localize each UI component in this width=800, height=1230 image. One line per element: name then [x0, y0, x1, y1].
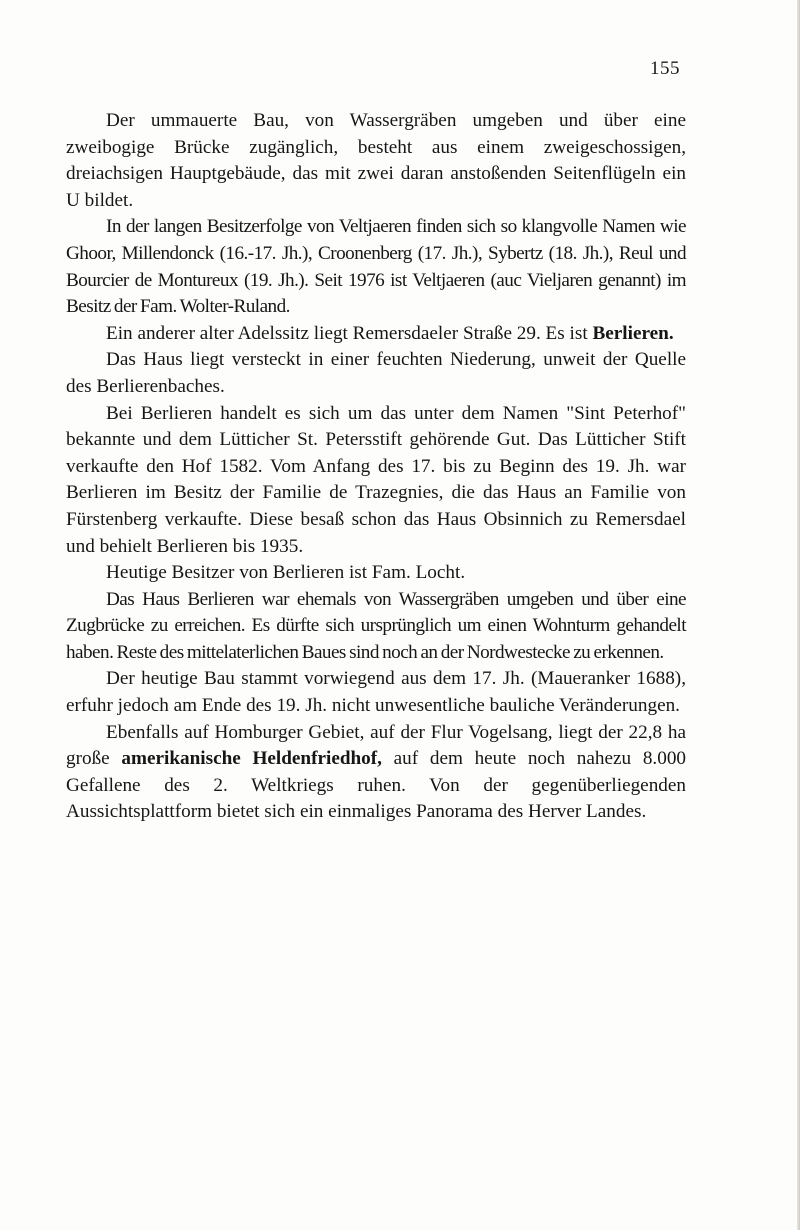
paragraph-berlieren-history: Bei Berlieren handelt es sich um das unter dem Namen "Sint Peterhof" bekannte und dem Lütticher St. Petersstift gehörende Gut. Das Lütticher Stift verkaufte den Hof 1582. Vom Anfang des 17. bis zu Beginn des 19. Jh. war Berlieren im Besitz der Familie de Trazegnies, die das Haus an Familie von Fürstenberg verkaufte. Diese besaß schon das Haus Obsinnich zu Remersdael und behielt Berlieren bis 1935.	[66, 402, 686, 557]
paragraph-berlieren-location: Das Haus liegt versteckt in einer feuchten Niederung, unweit der Quelle des Berlierenbaches.	[66, 349, 686, 397]
paragraph-owner-history: In der langen Besitzerfolge von Veltjaeren finden sich so klangvolle Namen wie Ghoor, Millendonck (16.-17. Jh.), Croonenberg (17. Jh.), Sybertz (18. Jh.), Reul und Bourcier de Montureux (19. Jh.). Seit 1976 ist Veltjaeren (auc Vieljaren genannt) im Besitz der Fam. Wolter-Ruland.	[66, 216, 686, 318]
berlieren-intro-text: Ein anderer alter Adelssitz liegt Remersdaeler Straße 29. Es ist	[106, 322, 593, 344]
page-number: 155	[650, 58, 680, 79]
body-text	[66, 108, 686, 826]
paragraph-american-cemetery	[66, 720, 686, 826]
paragraph-moat-drawbridge: Das Haus Berlieren war ehemals von Wassergräben umgeben und über eine Zugbrücke zu erreichen. Es dürfte sich ursprünglich um einen Wohnturm gehandelt haben. Reste des mittelaterlichen Baues sind noch an der Nordwestecke zu erkennen.	[66, 588, 686, 663]
berlieren-heading: Berlieren.	[592, 322, 674, 344]
paragraph-berlieren-intro	[66, 321, 686, 348]
paragraph-building-description: Der ummauerte Bau, von Wassergräben umgeben und über eine zweibogige Brücke zugänglich, besteht aus einem zweigeschossigen, dreiachsigen Hauptgebäude, das mit zwei daran anstoßenden Seitenflügeln ein U bildet.	[66, 110, 686, 211]
cemetery-text-before: Ebenfalls auf Homburger Gebiet, auf der Flur Vogelsang, liegt der 22,8 ha große	[66, 721, 686, 770]
cemetery-text-after: auf dem heute noch nahezu 8.000 Gefallene des 2. Weltkriegs ruhen. Von der gegenüberliegenden Aussichtsplattform bietet sich ein einmaliges Panorama des Herver Landes.	[66, 748, 687, 823]
paragraph-current-owner: Heutige Besitzer von Berlieren ist Fam. Locht.	[106, 562, 466, 584]
paragraph-current-building: Der heutige Bau stammt vorwiegend aus dem 17. Jh. (Maueranker 1688), erfuhr jedoch am Ende des 19. Jh. nicht unwesentliche bauliche Veränderungen.	[66, 668, 686, 717]
cemetery-name: amerikanische Heldenfriedhof,	[121, 748, 382, 770]
